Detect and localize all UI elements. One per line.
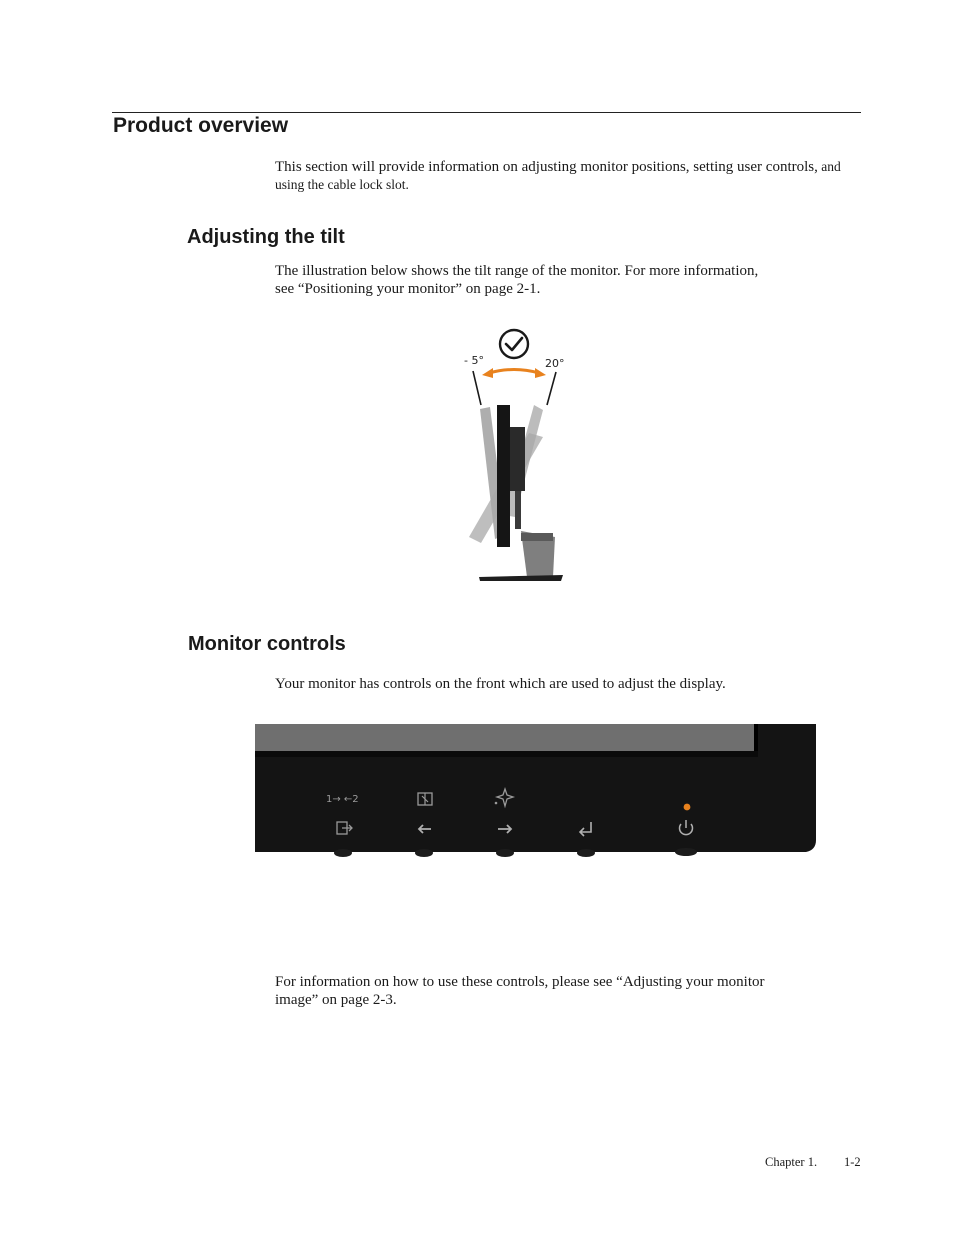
screen-edge bbox=[255, 724, 754, 751]
tilt-heading: Adjusting the tilt bbox=[187, 226, 345, 248]
footer-page-number: 1-2 bbox=[844, 1155, 861, 1169]
tilt-illustration bbox=[455, 325, 575, 587]
controls-heading: Monitor controls bbox=[188, 633, 346, 655]
intro-text: This section will provide information on adjusting monitor positions, setting user controls, bbox=[275, 159, 818, 175]
controls-reference-line2: image” on page 2-3. bbox=[275, 992, 397, 1008]
tilt-description-line1: The illustration below shows the tilt range of the monitor. For more information, bbox=[275, 263, 759, 279]
footer-chapter: Chapter 1. bbox=[765, 1155, 818, 1169]
physical-button[interactable] bbox=[334, 849, 352, 857]
physical-button[interactable] bbox=[675, 848, 697, 856]
tilt-description bbox=[275, 262, 855, 298]
tilt-description-line2: see “Positioning your monitor” on page 2-1. bbox=[275, 281, 541, 297]
tilt-range-arrow-icon bbox=[482, 368, 546, 378]
controls-description: Your monitor has controls on the front which are used to adjust the display. bbox=[275, 676, 726, 692]
input-switch-label: 1→ ←2 bbox=[326, 794, 359, 805]
header-rule bbox=[112, 112, 861, 113]
section-title: Product overview bbox=[113, 114, 289, 137]
physical-button[interactable] bbox=[415, 849, 433, 857]
section-intro bbox=[275, 158, 855, 194]
angle-max-label: 20° bbox=[545, 357, 565, 370]
physical-button[interactable] bbox=[496, 849, 514, 857]
controls-reference-line1: For information on how to use these controls, please see “Adjusting your monitor bbox=[275, 974, 765, 990]
intro-text-small: and using the cable lock slot. bbox=[275, 159, 841, 192]
power-led-indicator bbox=[684, 804, 691, 811]
monitor-bezel-illustration bbox=[255, 722, 819, 860]
physical-button[interactable] bbox=[577, 849, 595, 857]
angle-min-label: - 5° bbox=[464, 354, 484, 367]
check-icon bbox=[500, 330, 528, 358]
controls-reference bbox=[275, 973, 855, 1009]
